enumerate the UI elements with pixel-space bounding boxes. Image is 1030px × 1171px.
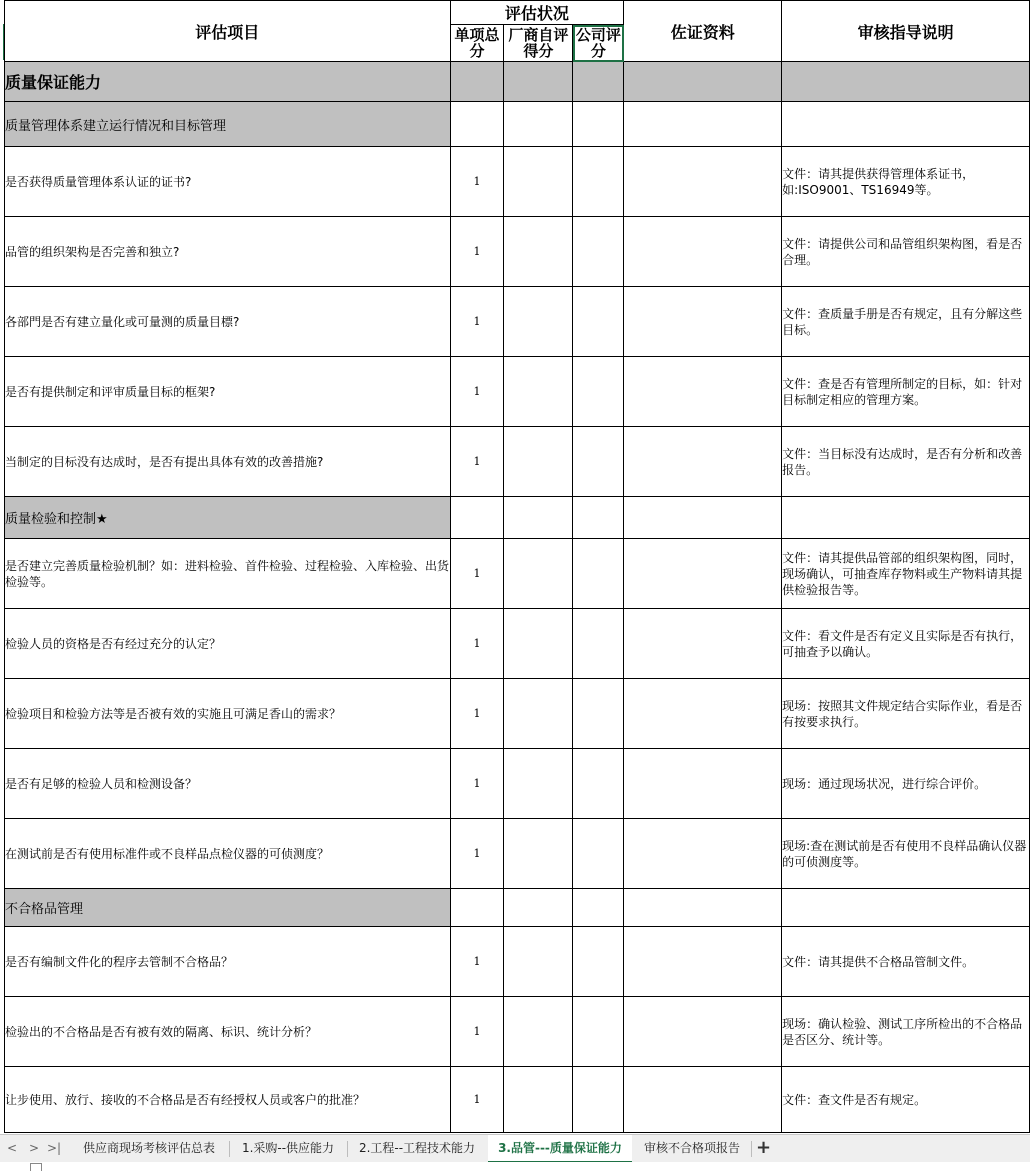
company-score-cell[interactable] — [573, 819, 624, 889]
guide-cell[interactable]: 现场:查在测试前是否有使用不良样品确认仪器的可侦测度等。 — [782, 819, 1030, 889]
tab-purchasing[interactable]: 1.采购--供应能力 — [241, 1141, 335, 1155]
table-row — [5, 609, 1030, 679]
single-total-cell[interactable]: 1 — [450, 287, 504, 357]
tab-separator — [751, 1141, 752, 1157]
guide-cell[interactable]: 现场：确认检验、测试工序所检出的不合格品是否区分、统计等。 — [782, 997, 1030, 1067]
question-cell[interactable]: 检验人员的资格是否有经过充分的认定？ — [5, 609, 451, 679]
evidence-cell[interactable] — [624, 147, 782, 217]
single-total-cell[interactable]: 1 — [450, 147, 504, 217]
single-total-cell[interactable]: 1 — [450, 357, 504, 427]
question-cell[interactable]: 让步使用、放行、接收的不合格品是否有经授权人员或客户的批准？ — [5, 1067, 451, 1133]
table-row — [5, 679, 1030, 749]
cell[interactable] — [624, 62, 782, 102]
single-total-cell[interactable]: 1 — [450, 539, 504, 609]
single-total-cell[interactable]: 1 — [450, 749, 504, 819]
cell[interactable] — [450, 889, 504, 927]
tab-quality[interactable]: 3.品管---质量保证能力 — [488, 1135, 632, 1163]
guide-cell[interactable]: 文件：看文件是否有定义且实际是否有执行，可抽查予以确认。 — [782, 609, 1030, 679]
cell[interactable] — [504, 62, 573, 102]
vendor-self-cell[interactable] — [504, 819, 573, 889]
guide-cell[interactable]: 现场：按照其文件规定结合实际作业，看是否有按要求执行。 — [782, 679, 1030, 749]
cell[interactable] — [573, 497, 624, 539]
vendor-self-cell[interactable] — [504, 749, 573, 819]
tab-summary[interactable]: 供应商现场考核评估总表 — [82, 1141, 215, 1155]
company-score-cell[interactable] — [573, 217, 624, 287]
question-cell[interactable]: 检验项目和检验方法等是否被有效的实施且可满足香山的需求？ — [5, 679, 451, 749]
cell[interactable] — [782, 497, 1030, 539]
cell[interactable] — [573, 889, 624, 927]
section-row — [5, 102, 1030, 147]
cell[interactable] — [624, 497, 782, 539]
table-row — [5, 749, 1030, 819]
company-score-cell[interactable] — [573, 997, 624, 1067]
question-cell[interactable]: 是否有编制文件化的程序去管制不合格品？ — [5, 927, 451, 997]
guide-cell[interactable]: 文件：查文件是否有规定。 — [782, 1067, 1030, 1133]
guide-cell[interactable]: 文件：查质量手册是否有规定，且有分解这些目标。 — [782, 287, 1030, 357]
header-row — [5, 1, 1030, 25]
vendor-self-cell[interactable] — [504, 427, 573, 497]
company-score-cell[interactable] — [573, 679, 624, 749]
evidence-cell[interactable] — [624, 539, 782, 609]
header-single-total[interactable]: 单项总分 — [450, 25, 504, 62]
cell[interactable] — [450, 497, 504, 539]
cell[interactable] — [573, 62, 624, 102]
table-row — [5, 147, 1030, 217]
evidence-cell[interactable] — [624, 679, 782, 749]
cell[interactable] — [782, 889, 1030, 927]
cell[interactable] — [504, 889, 573, 927]
evidence-cell[interactable] — [624, 819, 782, 889]
status-bar — [0, 1162, 1030, 1170]
evidence-cell[interactable] — [624, 609, 782, 679]
company-score-cell[interactable] — [573, 287, 624, 357]
last-sheet-nav[interactable]: >| — [47, 1141, 62, 1155]
section-title[interactable]: 质量管理体系建立运行情况和目标管理 — [5, 102, 451, 147]
header-vendor-self[interactable]: 厂商自评得分 — [504, 25, 573, 62]
cell[interactable] — [624, 102, 782, 147]
cell[interactable] — [450, 62, 504, 102]
cell[interactable] — [504, 102, 573, 147]
cell[interactable] — [573, 102, 624, 147]
question-cell[interactable]: 各部門是否有建立量化或可量测的质量目標? — [5, 287, 451, 357]
vendor-self-cell[interactable] — [504, 287, 573, 357]
add-sheet-button[interactable]: + — [756, 1137, 772, 1158]
single-total-cell[interactable]: 1 — [450, 1067, 504, 1133]
category-title[interactable]: 质量保证能力 — [5, 62, 451, 102]
company-score-cell[interactable] — [573, 357, 624, 427]
single-total-cell[interactable]: 1 — [450, 609, 504, 679]
company-score-cell[interactable] — [573, 927, 624, 997]
cell[interactable] — [782, 62, 1030, 102]
vendor-self-cell[interactable] — [504, 539, 573, 609]
evidence-cell[interactable] — [624, 287, 782, 357]
vendor-self-cell[interactable] — [504, 997, 573, 1067]
vendor-self-cell[interactable] — [504, 679, 573, 749]
table-row — [5, 287, 1030, 357]
question-cell[interactable]: 是否有足够的检验人员和检测设备？ — [5, 749, 451, 819]
guide-cell[interactable]: 文件：请其提供品管部的组织架构图，同时，现场确认，可抽查库存物料或生产物料请其提供检验报告等。 — [782, 539, 1030, 609]
header-evidence[interactable]: 佐证资料 — [624, 1, 782, 62]
table-row — [5, 427, 1030, 497]
section-row — [5, 497, 1030, 539]
company-score-cell[interactable] — [573, 749, 624, 819]
table-row — [5, 217, 1030, 287]
table-row — [5, 819, 1030, 889]
header-status[interactable]: 评估状况 — [450, 1, 624, 25]
section-title[interactable]: 质量检验和控制★ — [5, 497, 451, 539]
cell[interactable] — [782, 102, 1030, 147]
table-row — [5, 1067, 1030, 1133]
cell[interactable] — [624, 889, 782, 927]
company-score-cell[interactable] — [573, 427, 624, 497]
table-row — [5, 997, 1030, 1067]
vendor-self-cell[interactable] — [504, 147, 573, 217]
section-title[interactable]: 不合格品管理 — [5, 889, 451, 927]
guide-cell[interactable]: 现场：通过现场状况，进行综合评价。 — [782, 749, 1030, 819]
section-row — [5, 889, 1030, 927]
single-total-cell[interactable]: 1 — [450, 679, 504, 749]
evidence-cell[interactable] — [624, 749, 782, 819]
guide-cell[interactable]: 文件：当目标没有达成时，是否有分析和改善报告。 — [782, 427, 1030, 497]
vendor-self-cell[interactable] — [504, 1067, 573, 1133]
company-score-cell[interactable] — [573, 147, 624, 217]
table-row — [5, 357, 1030, 427]
company-score-cell[interactable] — [573, 609, 624, 679]
header-item[interactable]: 评估项目 — [5, 1, 451, 62]
sheet-tab-bar — [0, 1134, 1030, 1163]
vendor-self-cell[interactable] — [504, 217, 573, 287]
category-row — [5, 62, 1030, 102]
evidence-cell[interactable] — [624, 427, 782, 497]
tab-engineering[interactable]: 2.工程--工程技术能力 — [358, 1141, 476, 1155]
company-score-cell[interactable] — [573, 1067, 624, 1133]
vendor-self-cell[interactable] — [504, 357, 573, 427]
header-company-score[interactable]: 公司评分 — [573, 25, 624, 62]
table-row — [5, 539, 1030, 609]
evidence-cell[interactable] — [624, 1067, 782, 1133]
evidence-cell[interactable] — [624, 927, 782, 997]
spreadsheet-grid[interactable] — [4, 0, 1030, 1133]
evidence-cell[interactable] — [624, 357, 782, 427]
question-cell[interactable]: 当制定的目标没有达成时，是否有提出具体有效的改善措施? — [5, 427, 451, 497]
first-sheet-nav[interactable]: < — [7, 1141, 18, 1155]
single-total-cell[interactable]: 1 — [450, 427, 504, 497]
table-row — [5, 927, 1030, 997]
question-cell[interactable]: 是否获得质量管理体系认证的证书? — [5, 147, 451, 217]
single-total-cell[interactable]: 1 — [450, 819, 504, 889]
cell[interactable] — [450, 102, 504, 147]
guide-cell[interactable]: 文件：查是否有管理所制定的目标，如：针对目标制定相应的管理方案。 — [782, 357, 1030, 427]
question-cell[interactable]: 品管的组织架构是否完善和独立? — [5, 217, 451, 287]
evidence-cell[interactable] — [624, 217, 782, 287]
question-cell[interactable]: 在测试前是否有使用标准件或不良样品点检仪器的可侦测度？ — [5, 819, 451, 889]
vendor-self-cell[interactable] — [504, 609, 573, 679]
guide-cell[interactable]: 文件：请提供公司和品管组织架构图，看是否合理。 — [782, 217, 1030, 287]
single-total-cell[interactable]: 1 — [450, 217, 504, 287]
single-total-cell[interactable]: 1 — [450, 927, 504, 997]
cell[interactable] — [504, 497, 573, 539]
guide-cell[interactable]: 文件：请其提供获得管理体系证书， 如:ISO9001、TS16949等。 — [782, 147, 1030, 217]
question-cell[interactable]: 是否有提供制定和评审质量目标的框架? — [5, 357, 451, 427]
evidence-cell[interactable] — [624, 997, 782, 1067]
single-total-cell[interactable]: 1 — [450, 997, 504, 1067]
question-cell[interactable]: 检验出的不合格品是否有被有效的隔离、标识、统计分析？ — [5, 997, 451, 1067]
question-cell[interactable]: 是否建立完善质量检验机制？如：进料检验、首件检验、过程检验、入库检验、出货检验等。 — [5, 539, 451, 609]
vendor-self-cell[interactable] — [504, 927, 573, 997]
tab-nonconformance[interactable]: 审核不合格项报告 — [643, 1141, 740, 1155]
header-guide[interactable]: 审核指导说明 — [782, 1, 1030, 62]
prev-sheet-nav[interactable]: > — [29, 1141, 40, 1155]
company-score-cell[interactable] — [573, 539, 624, 609]
guide-cell[interactable]: 文件：请其提供不合格品管制文件。 — [782, 927, 1030, 997]
